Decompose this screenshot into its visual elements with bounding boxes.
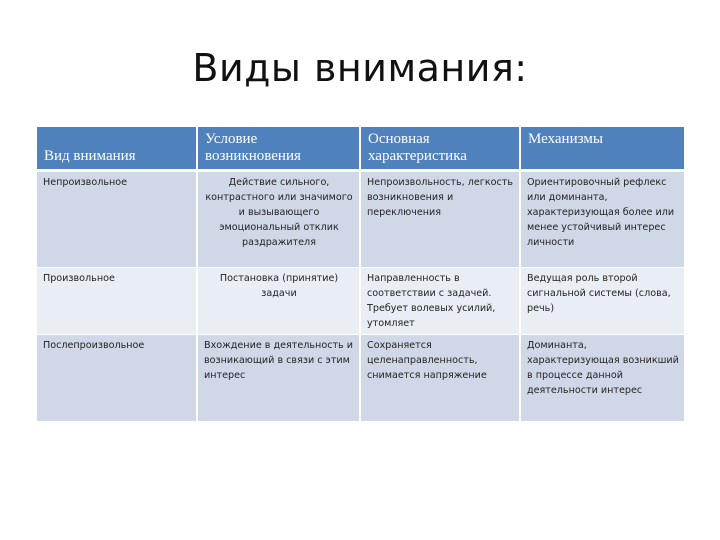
cell-type: Произвольное [37,268,197,335]
cell-mechanism: Ведущая роль второй сигнальной системы (слова, речь) [520,268,684,335]
cell-characteristic: Непроизвольность, легкость возникновения и переключения [360,171,520,268]
cell-condition: Постановка (принятие) задачи [197,268,360,335]
header-characteristic: Основная характеристика [360,127,520,171]
header-condition: Условие возникновения [197,127,360,171]
cell-characteristic: Направленность в соответствии с задачей. Требует волевых усилий, утомляет [360,268,520,335]
cell-type: Непроизвольное [37,171,197,268]
cell-mechanism: Доминанта, характеризующая возникший в процессе данной деятельности интерес [520,335,684,422]
table-header-row [37,127,684,171]
table-row [37,268,684,335]
header-type: Вид внимания [37,127,197,171]
slide-title: Виды внимания: [192,46,528,90]
cell-characteristic: Сохраняется целенаправленность, снимается напряжение [360,335,520,422]
cell-condition: Действие сильного, контрастного или значимого и вызывающего эмоциональный отклик раздражителя [197,171,360,268]
cell-type: Послепроизвольное [37,335,197,422]
table-row [37,171,684,268]
table-row [37,335,684,422]
cell-mechanism: Ориентировочный рефлекс или доминанта, характеризующая более или менее устойчивый интерес личности [520,171,684,268]
header-mechanisms: Механизмы [520,127,684,171]
cell-condition: Вхождение в деятельность и возникающий в связи с этим интерес [197,335,360,422]
attention-types-table [37,127,684,422]
